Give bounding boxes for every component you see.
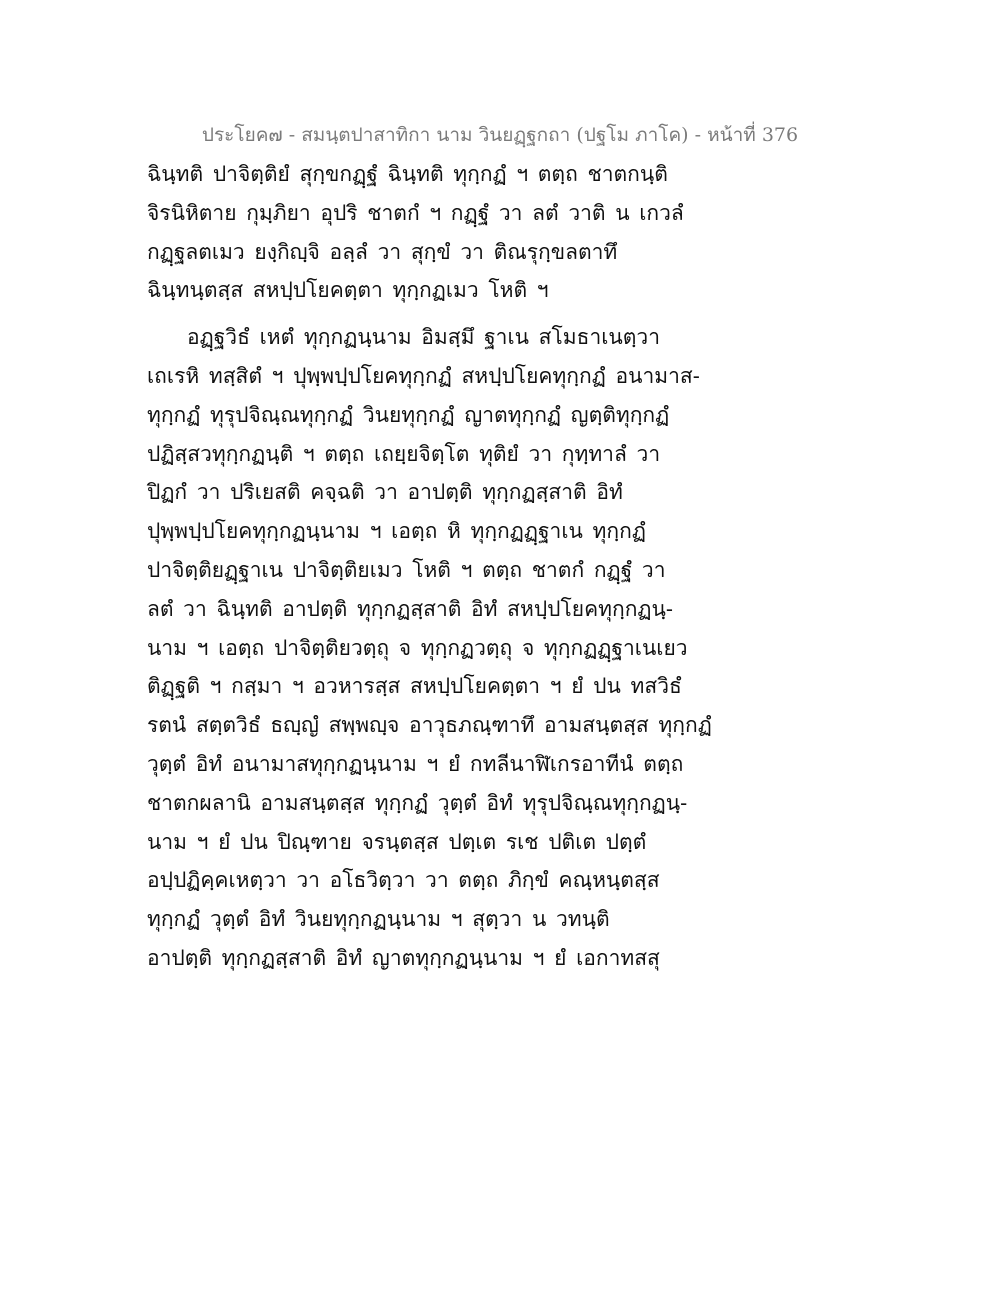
text-line: ปฏิสฺสวทุกฺกฏนฺติ ฯ ตตฺถ เถยฺยจิตฺโต ทุติยํ วา กุทฺทาลํ วา	[147, 441, 661, 466]
text-line: ทุกฺกฏํ ทุรุปจิณฺณทุกฺกฏํ วินยทุกฺกฏํ ญาตทุกฺกฏํ ญตฺติทุกฺกฏํ	[147, 402, 670, 427]
body-text	[147, 155, 867, 978]
text-line: ฉินฺทติ ปาจิตฺติยํ สุกฺขกฏฺฐํ ฉินฺทติ ทุกฺกฏํ ฯ ตตฺถ ชาตกนฺติ	[147, 162, 668, 186]
text-line: ปิฏกํ วา ปริเยสติ คจฺฉติ วา อาปตฺติ ทุกฺกฏสฺสาติ อิทํ	[147, 480, 623, 505]
text-line: ฉินฺทนฺตสฺส สหปฺปโยคตฺตา ทุกฺกฏเมว โหติ ฯ	[147, 278, 549, 303]
text-line: ทุกฺกฏํ วุตฺตํ อิทํ วินยทุกฺกฏนฺนาม ฯ สุตฺวา น วทนฺติ	[147, 907, 610, 932]
running-header: ประโยค๗ - สมนฺตปาสาทิกา นาม วินยฏฺฐกถา (ปฐโม ภาโค) - หน้าที่ 376	[201, 124, 799, 146]
text-line: รตนํ สตฺตวิธํ ธญฺญํ สพฺพญฺจ อาวุธภณฺฑาทึ อามสนฺตสฺส ทุกฺกฏํ	[147, 713, 712, 738]
text-line: กฏฺฐลตเมว ยงฺกิญฺจิ อลฺลํ วา สุกฺขํ วา ติณรุกฺขลตาทึ	[147, 239, 618, 264]
text-line: นาม ฯ ยํ ปน ปิณฺฑาย จรนฺตสฺส ปตฺเต รเช ปติเต ปตฺตํ	[147, 829, 647, 854]
text-line: เถเรหิ ทสฺสิตํ ฯ ปุพฺพปฺปโยคทุกฺกฏํ สหปฺปโยคทุกฺกฏํ อนามาส-	[147, 363, 700, 388]
text-line: อปฺปฏิคฺคเหตฺวา วา อโธวิตฺวา วา ตตฺถ ภิกฺขํ คณฺหนฺตสฺส	[147, 868, 660, 893]
text-line: ปุพฺพปฺปโยคทุกฺกฏนฺนาม ฯ เอตฺถ หิ ทุกฺกฏฏฺฐาเน ทุกฺกฏํ	[147, 519, 646, 544]
text-line: ปาจิตฺติยฏฺฐาเน ปาจิตฺติยเมว โหติ ฯ ตตฺถ ชาตกํ กฏฺฐํ วา	[147, 557, 666, 582]
text-line: วุตฺตํ อิทํ อนามาสทุกฺกฏนฺนาม ฯ ยํ กทลีนาฬิเกรอาทีนํ ตตฺถ	[147, 751, 684, 776]
text-line: นาม ฯ เอตฺถ ปาจิตฺติยวตฺถุ จ ทุกฺกฏวตฺถุ จ ทุกฺกฏฏฺฐาเนเยว	[147, 635, 688, 660]
paragraph-start-line: อฏฺฐวิธํ เหตํ ทุกฺกฏนฺนาม อิมสฺมึ ฐาเน สโมธาเนตฺวา	[187, 325, 660, 350]
text-line: ลตํ วา ฉินฺทติ อาปตฺติ ทุกฺกฏสฺสาติ อิทํ สหปฺปโยคทุกฺกฏนฺ-	[147, 596, 673, 621]
text-line: จิรนิหิตาย กุมฺภิยา อุปริ ชาตกํ ฯ กฏฺฐํ วา ลตํ วาติ น เกวลํ	[147, 200, 684, 225]
text-line: ชาตกผลานิ อามสนฺตสฺส ทุกฺกฏํ วุตฺตํ อิทํ ทุรุปจิณฺณทุกฺกฏนฺ-	[147, 790, 688, 815]
text-line: อาปตฺติ ทุกฺกฏสฺสาติ อิทํ ญาตทุกฺกฏนฺนาม ฯ ยํ เอกาทสสุ	[147, 945, 660, 970]
text-line: ติฏฺฐติ ฯ กสฺมา ฯ อวหารสฺส สหปฺปโยคตฺตา ฯ ยํ ปน ทสวิธํ	[147, 674, 682, 699]
